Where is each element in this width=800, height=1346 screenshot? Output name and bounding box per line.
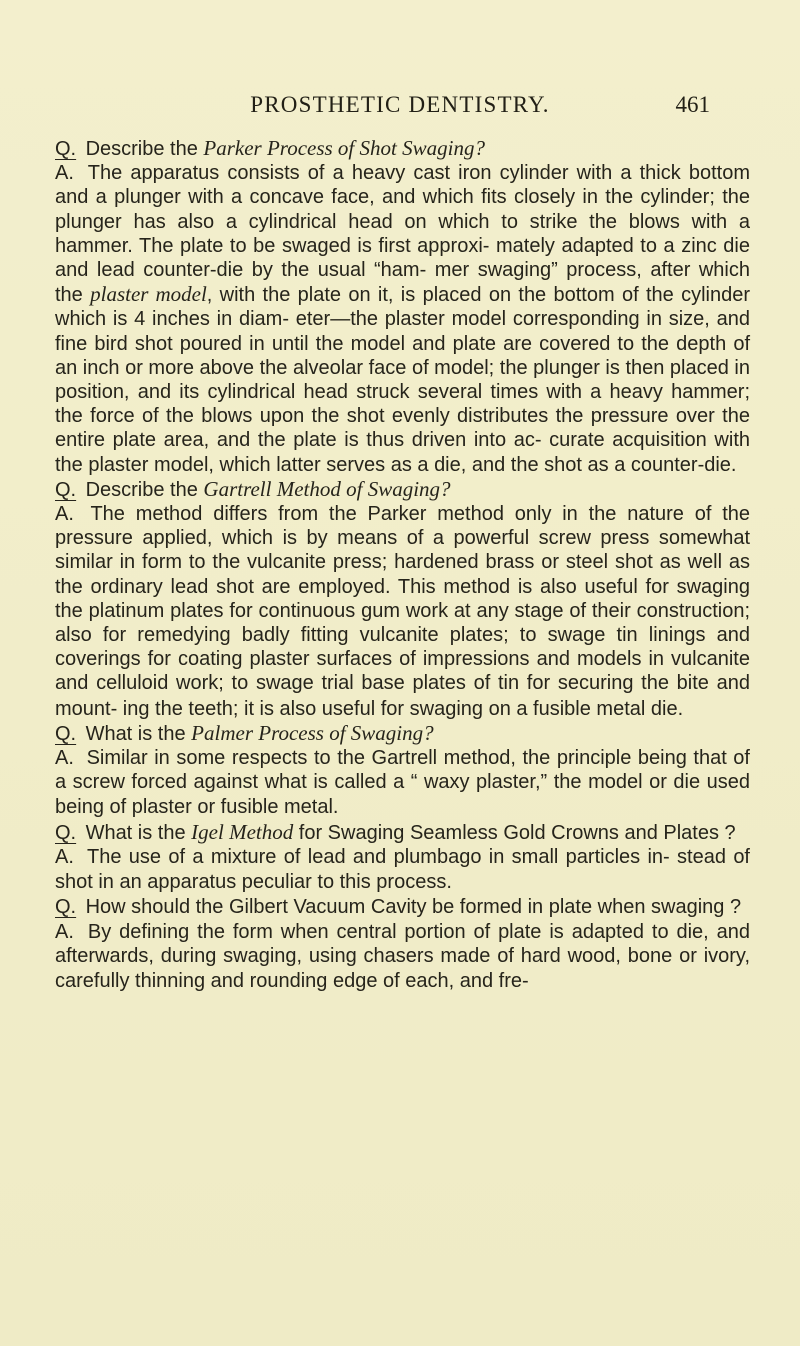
answer-paragraph (55, 920, 750, 994)
question-title-italic: Parker Process of Shot Swaging? (203, 136, 485, 160)
answer-paragraph (55, 161, 750, 477)
answer-paragraph (55, 746, 750, 820)
answer-text: By defining the form when central portion of plate is adapted to die, and afterwards, during swaging, using chasers made of hard wood, bone or ivory, carefully thinning and rounding edge of each, and fre- (55, 920, 751, 992)
page-number: 461 (675, 92, 710, 117)
answer-label: A. (55, 920, 74, 943)
answer-label: A. (55, 747, 74, 770)
question-paragraph (55, 721, 750, 746)
answer-label: A. (55, 845, 74, 868)
page-header (0, 92, 800, 122)
question-text: Describe the (85, 138, 204, 160)
question-title-italic: Igel Method (191, 819, 294, 844)
question-label: Q. (55, 821, 77, 844)
answer-paragraph (55, 502, 750, 721)
answer-text: The use of a mixture of lead and plumbago in small particles in- stead of shot in an apparatus peculiar to this process. (55, 845, 750, 894)
question-label: Q. (55, 722, 77, 745)
answer-label: A. (55, 162, 74, 185)
question-paragraph (55, 136, 750, 161)
answer-text: Similar in some respects to the Gartrell method, the principle being that of a screw forced against what is called a “ waxy plaster,” the model or die used being of plaster or fusible metal. (55, 747, 750, 819)
question-text: How should the Gilbert Vacuum Cavity be formed in plate when swaging ? (85, 896, 742, 919)
question-title-italic: Gartrell Method of Swaging? (203, 476, 451, 501)
question-text: What is the (85, 821, 192, 844)
answer-text-post: , with the plate on it, is placed on the bottom of the cylinder which is 4 inches in diam- eter—the plaster model corresponding in size, and fine bird shot poured in until the model and plate are covered to the depth of an inch or more above the alveolar face of model; the plunger is then placed in position, and its cylindrical head struck several times with a heavy hammer; the force of the blows upon the shot evenly distributes the pressure over the entire plate area, and the plate is thus driven into ac- curate acquisition with the plaster model, which latter serves as a die, and the shot as a counter-die. (55, 284, 750, 476)
answer-paragraph (55, 845, 750, 894)
question-title-italic: Palmer Process of Swaging? (191, 720, 434, 745)
question-paragraph (55, 477, 750, 502)
question-paragraph (55, 894, 750, 919)
answer-text: The apparatus consists of a heavy cast iron cylinder with a thick bottom and a plunger with a concave face, and which fits closely in the cylinder; the plunger has also a cylindrical head on which to strike the blows with a hammer. The plate to be swaged is first approxi- mately adapted to a zinc die and lead counter-die by the usual “ham- mer swaging” process, after which the (55, 162, 750, 307)
question-text-post: for Swaging Seamless Gold Crowns and Plates ? (293, 821, 736, 844)
answer-label: A. (55, 503, 74, 526)
question-label: Q. (55, 138, 77, 160)
question-paragraph (55, 820, 750, 845)
answer-text: The method differs from the Parker method only in the nature of the pressure applied, which is by means of a powerful screw press somewhat similar in form to the vulcanite press; hardened brass or steel shot as well as the ordinary lead shot are employed. This method is also useful for swaging the platinum plates for continuous gum work at any stage of their construction; also for remedying badly fitting vulcanite plates; to swage tin linings and coverings for coating plaster surfaces of impressions and models in vulcanite and celluloid work; to swage trial base plates of tin for securing the bite and mount- ing the teeth; it is also useful for swaging on a fusible metal die. (55, 503, 751, 720)
answer-text-italic: plaster model (90, 282, 207, 307)
question-text: Describe the (85, 478, 204, 501)
question-label: Q. (55, 478, 77, 501)
question-text: What is the (85, 722, 192, 745)
question-label: Q. (55, 896, 77, 919)
running-title: PROSTHETIC DENTISTRY. (250, 92, 550, 117)
body-text (55, 136, 750, 993)
